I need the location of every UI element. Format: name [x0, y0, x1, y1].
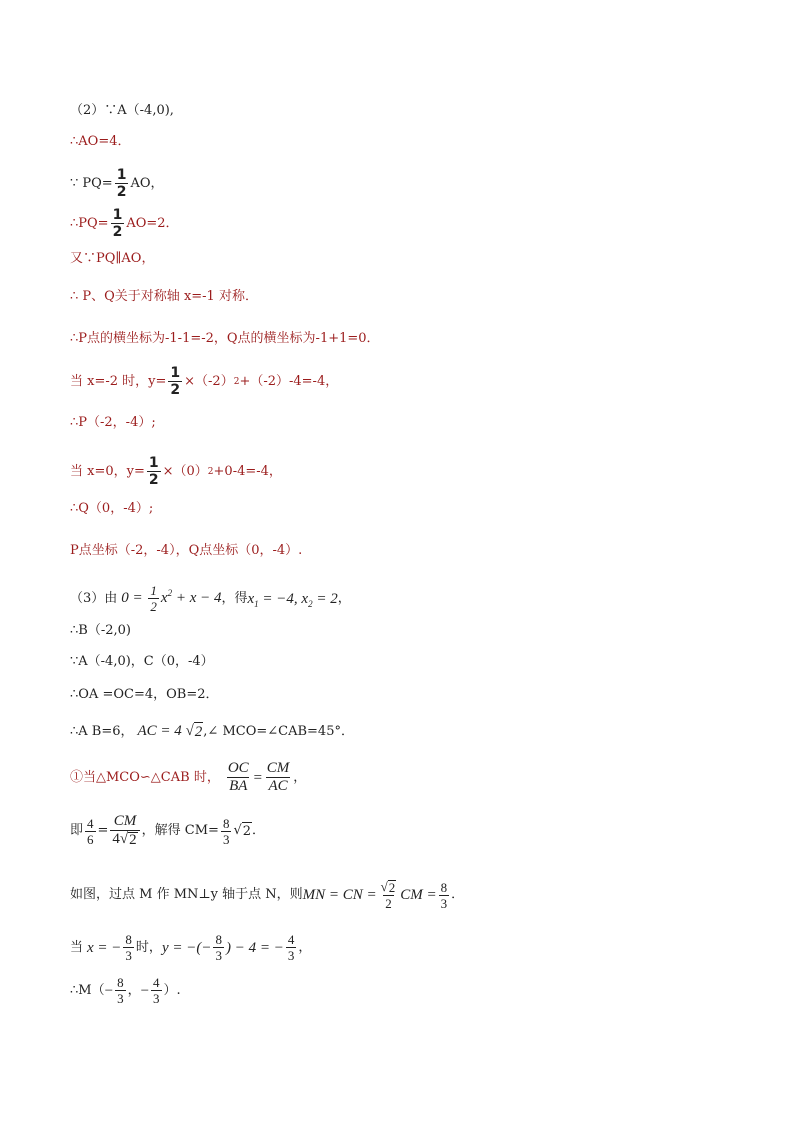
line-text: ∴B（-2,0) — [70, 623, 131, 638]
line-text: ， — [293, 769, 307, 785]
line-text: ×（0） — [162, 463, 208, 479]
numerator: 8 — [125, 932, 132, 947]
line-text: ∴A B=6， — [70, 723, 134, 739]
solution-line-15 — [70, 653, 214, 671]
solution-line-17 — [70, 722, 354, 741]
math-text: x = − — [87, 939, 122, 956]
denominator: 2 — [148, 472, 159, 488]
solution-line-6 — [70, 288, 258, 306]
numerator: 1 — [150, 583, 157, 598]
sqrt-symbol: √ 2 — [380, 879, 396, 895]
denominator: 3 — [125, 948, 132, 963]
fraction-cm-4sqrt2 — [110, 814, 139, 848]
line-text: 当 — [70, 939, 84, 955]
math-text: − — [104, 982, 114, 999]
equation — [121, 584, 221, 613]
solution-line-7 — [70, 330, 380, 348]
math-text: x — [247, 590, 255, 607]
denominator — [110, 830, 139, 848]
denominator: 3 — [222, 831, 230, 847]
fraction-eight-thirds — [123, 933, 134, 962]
denominator: 2 — [116, 184, 127, 200]
numerator: CM — [266, 760, 290, 776]
line-text: ∴PQ= — [70, 215, 109, 231]
fraction-oc-ba — [226, 761, 251, 794]
sqrt-symbol: √ 2 — [233, 822, 252, 839]
subscript: 2 — [308, 598, 313, 609]
math-text: x — [160, 589, 168, 606]
solution-line-9 — [70, 414, 156, 432]
fraction-eight-thirds — [221, 817, 232, 846]
line-text: ∴P（-2，-4）; — [70, 415, 156, 430]
line-text: ∴ P、Q关于对称轴 x=-1 对称． — [70, 289, 258, 304]
numerator: OC — [227, 760, 249, 776]
line-text: AO=2． — [126, 215, 179, 231]
line-text: ， — [127, 982, 141, 998]
numerator: CM — [113, 813, 137, 829]
denominator: BA — [229, 778, 248, 794]
radicand: 2 — [129, 832, 137, 848]
solution-line-4 — [70, 208, 179, 239]
line-text: ，解得 CM= — [141, 823, 219, 838]
numerator: 1 — [170, 365, 181, 381]
fraction-one-half — [148, 584, 159, 613]
exponent: 2 — [167, 587, 173, 598]
line-text: ∴OA =OC=4，OB=2． — [70, 687, 219, 702]
fraction-eight-thirds — [213, 933, 224, 962]
x-value — [87, 933, 136, 962]
math-text: y = −(− — [161, 939, 212, 956]
line-text: 如图，过点 M 作 MN⊥y 轴于点 N，则 — [70, 887, 303, 902]
math-text: = 2 — [312, 590, 338, 607]
denominator: 2 — [170, 382, 181, 398]
math-text: AC = 4 — [137, 723, 182, 739]
fraction-one-half — [115, 168, 129, 199]
math-text: − — [140, 982, 150, 999]
line-text: ∴P点的横坐标为-1-1=-2，Q点的横坐标为-1+1=0． — [70, 331, 380, 346]
line-text: P点坐标（-2，-4），Q点坐标（0，-4）. — [70, 543, 303, 558]
math-text: CM = — [400, 887, 437, 903]
fraction-sqrt2-over-2 — [379, 880, 399, 910]
line-text: ×（-2） — [184, 373, 234, 389]
line-text: ， — [337, 590, 351, 606]
denominator: 3 — [287, 948, 295, 963]
line-text: （2）∵A（-4,0), — [70, 103, 174, 118]
line-text: ， — [298, 939, 312, 955]
fraction-four-thirds — [151, 976, 162, 1005]
solution-line-1 — [70, 102, 174, 120]
line-text: 又∵PQ∥AO， — [70, 251, 155, 266]
math-text: + x − 4 — [175, 589, 222, 606]
numerator — [379, 880, 399, 895]
numerator: 1 — [148, 455, 159, 471]
fraction-eight-thirds — [115, 976, 126, 1005]
denominator: 3 — [440, 895, 448, 911]
m-y-coordinate — [141, 976, 164, 1005]
line-text: +0-4=-4， — [213, 463, 282, 479]
ac-value — [138, 722, 204, 741]
solution-line-2 — [70, 133, 130, 151]
denominator: 2 — [112, 224, 123, 240]
denominator: 3 — [117, 991, 124, 1006]
radicand: 2 — [388, 880, 396, 895]
math-text: MN = CN = — [302, 887, 377, 903]
line-text: +（-2）-4=-4， — [239, 373, 339, 389]
fraction-four-six — [85, 817, 96, 846]
numerator: 1 — [112, 207, 123, 223]
numerator: 8 — [117, 975, 124, 990]
solution-line-14 — [70, 622, 131, 640]
math-text: = — [252, 769, 263, 786]
line-text: 当 x=0，y= — [70, 463, 145, 479]
denominator: 3 — [215, 948, 222, 963]
line-text: ． — [451, 887, 465, 902]
denominator: 2 — [150, 599, 157, 614]
solution-line-21 — [70, 933, 311, 962]
line-text: 当 x=-2 时，y= — [70, 373, 167, 389]
line-text: 时， — [135, 939, 162, 955]
denominator: 2 — [385, 896, 392, 911]
line-text: ）. — [163, 982, 181, 998]
line-text: ∴M（ — [70, 982, 105, 998]
solution-line-20 — [70, 880, 464, 910]
solution-line-10: 当 x=0，y= $\frac{1}{2}$ ×（0） 2 +0-4=-4， — [70, 455, 282, 488]
fraction-four-thirds — [286, 933, 297, 962]
line-text: ∴AO=4． — [70, 134, 131, 149]
solution-line-13 — [70, 584, 351, 613]
solution-line-22 — [70, 976, 181, 1005]
numerator: 4 — [153, 975, 160, 990]
numerator: 8 — [215, 932, 222, 947]
line-text: ． — [252, 823, 266, 838]
line-text: AO， — [130, 175, 164, 191]
line-text: （3）由 — [70, 590, 118, 606]
numerator: 4 — [287, 932, 295, 947]
fraction-one-half — [147, 456, 161, 487]
denominator: 6 — [87, 831, 94, 847]
y-value — [162, 933, 298, 962]
numerator: 4 — [87, 815, 94, 831]
solution-line-16 — [70, 686, 219, 704]
line-text: ,∠ MCO=∠CAB=45°． — [203, 723, 354, 739]
denominator: 3 — [153, 991, 160, 1006]
solution-line-12 — [70, 542, 302, 560]
denominator: AC — [268, 778, 288, 794]
line-text: ，得 — [221, 590, 248, 606]
math-text: = −4, x — [258, 590, 309, 607]
math-text: ) − 4 = − — [225, 939, 284, 956]
numerator: 1 — [116, 167, 127, 183]
line-text: ∵ PQ= — [70, 175, 113, 191]
line-text: ①当△MCO∽△CAB 时， — [70, 769, 220, 785]
numerator: 8 — [222, 815, 230, 831]
fraction-cm-ac — [265, 761, 292, 794]
solution-line-8: 当 x=-2 时，y= $\frac{1}{2}$ ×（-2） 2 +（-2）-4=-4， — [70, 365, 339, 398]
radicand: 2 — [242, 823, 252, 839]
solution-line-19 — [70, 814, 265, 848]
fraction-one-half — [168, 366, 182, 397]
m-x-coordinate — [105, 976, 128, 1005]
solution-line-5 — [70, 250, 154, 268]
line-text: ∵A（-4,0)，C（0，-4） — [70, 654, 214, 669]
solution-line-3 — [70, 168, 164, 199]
line-text: 即 — [70, 823, 84, 838]
roots — [248, 590, 338, 608]
similarity-ratio — [224, 761, 293, 794]
math-text: 0 = — [121, 589, 143, 606]
radicand: 2 — [194, 724, 203, 740]
coefficient: 4 — [112, 831, 120, 847]
sqrt-symbol: √ 2 — [119, 831, 137, 848]
numerator: 8 — [440, 879, 448, 895]
line-text: ∴Q（0，-4）; — [70, 501, 154, 516]
math-text: = — [97, 823, 109, 838]
sqrt-symbol: √ 2 — [185, 723, 203, 740]
solution-line-18 — [70, 761, 306, 794]
fraction-one-half — [111, 208, 125, 239]
subscript: 1 — [254, 598, 259, 609]
solution-line-11 — [70, 500, 153, 518]
mn-equation — [303, 880, 452, 910]
fraction-eight-thirds — [439, 881, 450, 910]
